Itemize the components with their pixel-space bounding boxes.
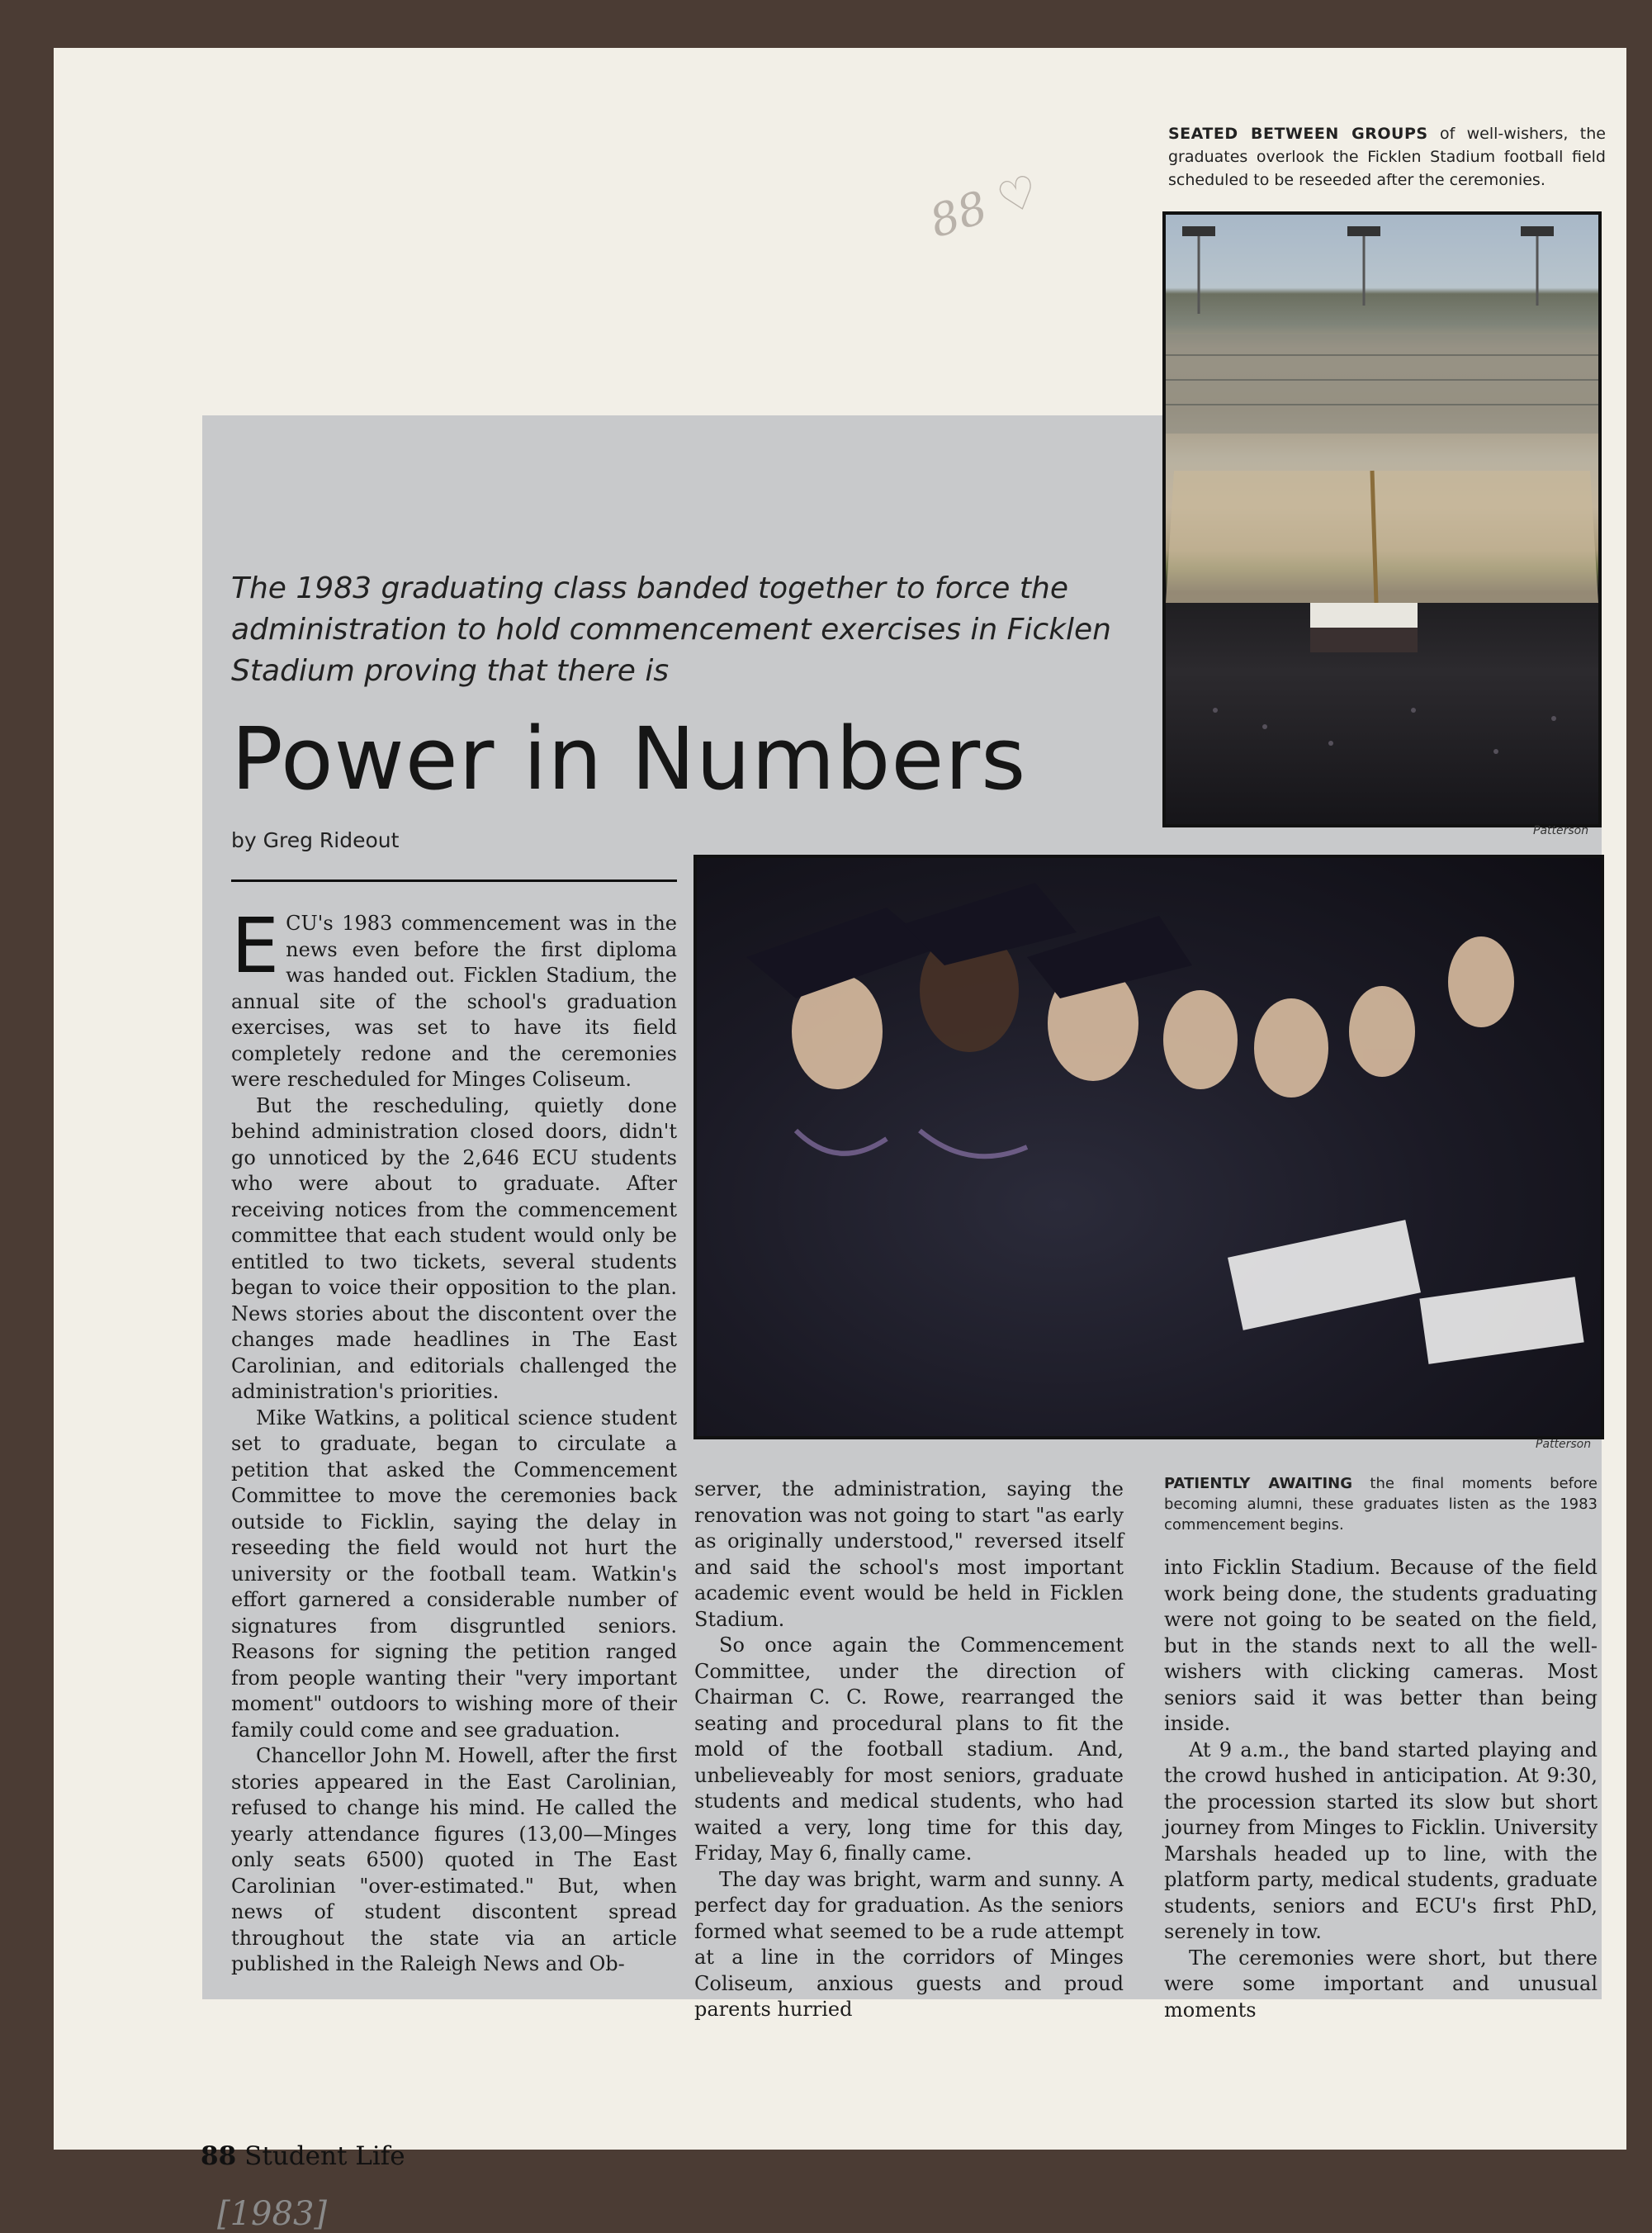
stadium-photo-illustration — [1166, 215, 1598, 824]
column-2 — [694, 1477, 1124, 2023]
paragraph-1 — [231, 902, 677, 1093]
byline-rule — [231, 879, 677, 882]
graduates-photo-illustration — [697, 858, 1601, 1436]
article-kicker: The 1983 graduating class banded together to force the administration to hold commencement exercises in Ficklen Stadium proving that there is — [231, 571, 1111, 688]
article-headline: Power in Numbers — [231, 709, 1027, 809]
paragraph-8: into Ficklin Stadium. Because of the field work being done, the students graduating were not going to be seated on the field, but in the stands next to all the well-wishers with clicking cameras. Most seniors said it was better than being inside. — [1164, 1556, 1598, 1735]
top-photo-caption — [1168, 122, 1606, 192]
drop-cap: E — [231, 902, 280, 990]
pencil-annotation: 88 ♡ — [923, 164, 1045, 249]
page-footer — [201, 2141, 405, 2171]
paragraph-1-text: CU's 1983 commencement was in the news even before the first diploma was handed out. Ficklen Stadium, the annual site of the school's graduation exercises, was set to have its field completely redone and the ceremonies were rescheduled for Minges Coliseum. — [231, 912, 677, 1091]
page-number: 88 — [201, 2141, 237, 2171]
side-caption-lead: PATIENTLY AWAITING — [1164, 1475, 1352, 1492]
paragraph-5: server, the administration, saying the renovation was not going to start "as early as originally understood," reversed itself and said the school's most important academic event would be held in Ficklen Stadium. — [694, 1477, 1124, 1631]
article-byline: by Greg Rideout — [231, 828, 400, 852]
handwritten-year-note: [1983] — [217, 2195, 328, 2233]
top-photo-credit: Patterson — [1533, 824, 1589, 837]
top-caption-text: of well-wishers, the graduates overlook the Ficklen Stadium football field scheduled to be reseeded after the ceremonies. — [1168, 125, 1606, 189]
paragraph-7: The day was bright, warm and sunny. A perfect day for graduation. As the seniors formed what seemed to be a rude attempt at a line in the corridors of Minges Coliseum, anxious guests and proud parents hurried — [694, 1867, 1124, 2021]
paragraph-9: At 9 a.m., the band started playing and the crowd hushed in anticipation. At 9:30, the procession started its slow but short journey from Minges to Ficklin. University Marshals headed up to line, with the platform party, medical students, graduate students, seniors and ECU's first PhD, serenely in tow. — [1164, 1738, 1598, 1943]
graduates-photo-caption — [1164, 1473, 1598, 1535]
column-3 — [1164, 1555, 1598, 2023]
column-1 — [231, 902, 677, 1978]
top-caption-lead: SEATED BETWEEN GROUPS — [1168, 125, 1428, 143]
paragraph-2: But the rescheduling, quietly done behind administration closed doors, didn't go unnoticed by the 2,646 ECU students who were about to graduate. After receiving notices from the commencement committee that each student would only be entitled to two tickets, several students began to voice their opposition to the plan. News stories about the discontent over the changes made headlines in The East Carolinian, and editorials challenged the administration's priorities. — [231, 1093, 677, 1403]
paragraph-3: Mike Watkins, a political science student set to graduate, began to circulate a petition that asked the Commencement Committee to move the ceremonies back outside to Ficklin, saying the delay in reseeding the field would not hurt the university or the football team. Watkin's effort garnered a considerable number of signatures from disgruntled seniors. Reasons for signing the petition ranged from people wanting their "very important moment" outdoors to wishing more of their family could come and see graduation. — [231, 1406, 677, 1742]
magazine-page — [54, 48, 1626, 2233]
graduates-photo — [693, 855, 1604, 1439]
paragraph-4: Chancellor John M. Howell, after the first stories appeared in the East Carolinian, refused to change his mind. He called the yearly attendance figures (13,00—Minges only seats 6500) quoted in The East Carolinian "over-estimated." But, when news of student discontent spread throughout the state via an article published in the Raleigh News and Ob- — [231, 1744, 677, 1975]
stadium-photo — [1162, 211, 1602, 827]
main-photo-credit: Patterson — [1536, 1438, 1592, 1451]
side-caption-text: the final moments before becoming alumni, these graduates listen as the 1983 commencement begins. — [1164, 1475, 1598, 1534]
paragraph-6: So once again the Commencement Committee, under the direction of Chairman C. C. Rowe, rearranged the seating and procedural plans to fit the mold of the football stadium. And, unbelieveably for most seniors, graduate students and medical students, who had waited a very, long time for this day, Friday, May 6, finally came. — [694, 1633, 1124, 1865]
section-name: Student Life — [244, 2141, 405, 2171]
paragraph-10: The ceremonies were short, but there were some important and unusual moments — [1164, 1946, 1598, 2022]
